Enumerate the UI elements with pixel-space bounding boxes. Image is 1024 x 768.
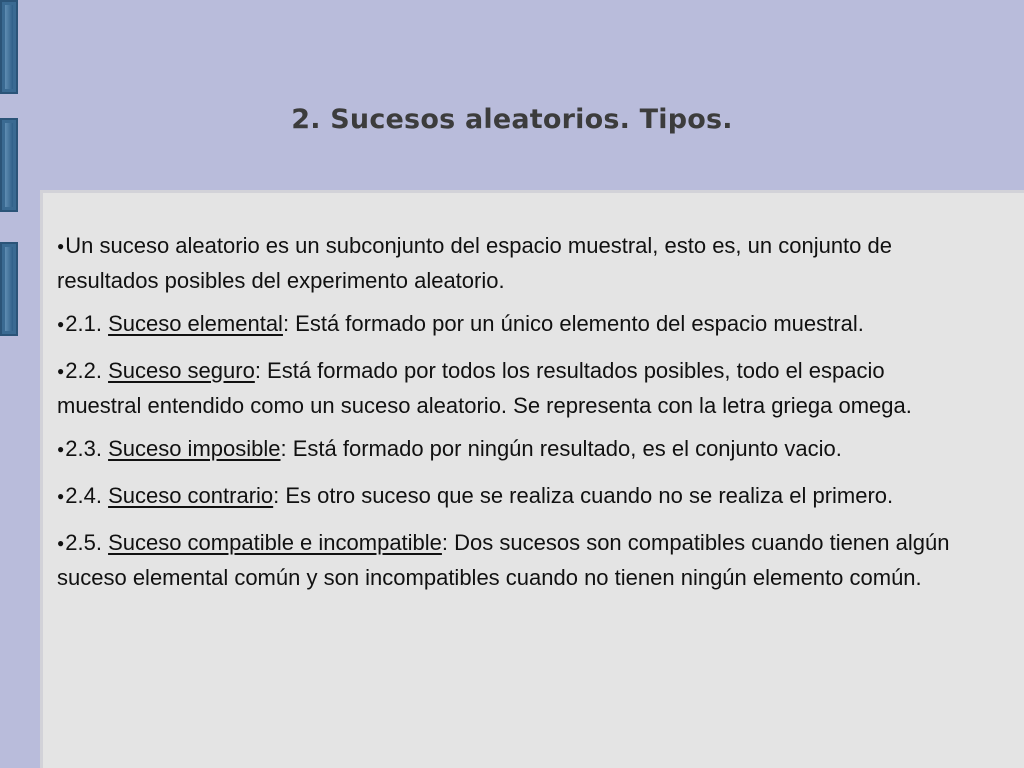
bullet-term: Suceso imposible — [108, 436, 281, 461]
decorative-side-bar — [0, 0, 18, 94]
bullet-term: Suceso elemental — [108, 311, 283, 336]
bullet-item — [57, 527, 957, 593]
bullet-term: Suceso compatible e incompatible — [108, 530, 442, 555]
bullet-text: : Es otro suceso que se realiza cuando no se realiza el primero. — [273, 483, 894, 508]
bullet-number: 2.1. — [65, 311, 109, 336]
bullet-text: Un suceso aleatorio es un subconjunto del espacio muestral, esto es, un conjunto de resultados posibles del experimento aleatorio. — [57, 233, 892, 293]
content-box — [40, 190, 1024, 768]
bullet-item — [57, 308, 957, 343]
bullet-text: : Está formado por ningún resultado, es el conjunto vacio. — [280, 436, 842, 461]
bullet-dot-icon: ● — [57, 442, 65, 456]
slide-title: 2. Sucesos aleatorios. Tipos. — [291, 104, 733, 135]
bullet-number: 2.3. — [65, 436, 109, 461]
bullet-item — [57, 355, 957, 421]
bullet-dot-icon: ● — [57, 317, 65, 331]
bullet-dot-icon: ● — [57, 536, 65, 550]
bullet-dot-icon: ● — [57, 364, 65, 378]
bullet-number: 2.5. — [65, 530, 109, 555]
bullet-item — [57, 230, 957, 296]
bullet-text: : Está formado por un único elemento del espacio muestral. — [282, 311, 864, 336]
bullet-list — [57, 230, 957, 605]
bullet-dot-icon: ● — [57, 489, 65, 503]
bullet-dot-icon: ● — [57, 239, 65, 253]
bullet-number: 2.2. — [65, 358, 109, 383]
decorative-side-bar — [0, 242, 18, 336]
bullet-term: Suceso contrario — [108, 483, 274, 508]
bullet-text: : Dos sucesos son compatibles cuando tienen algún suceso elemental común y son incompatibles cuando no tienen ningún elemento común. — [57, 530, 950, 590]
bullet-item — [57, 433, 957, 468]
bullet-item — [57, 480, 957, 515]
bullet-number: 2.4. — [65, 483, 109, 508]
bullet-term: Suceso seguro — [108, 358, 255, 383]
bullet-text: : Está formado por todos los resultados posibles, todo el espacio muestral entendido como un suceso aleatorio. Se representa con la letra griega omega. — [57, 358, 912, 418]
